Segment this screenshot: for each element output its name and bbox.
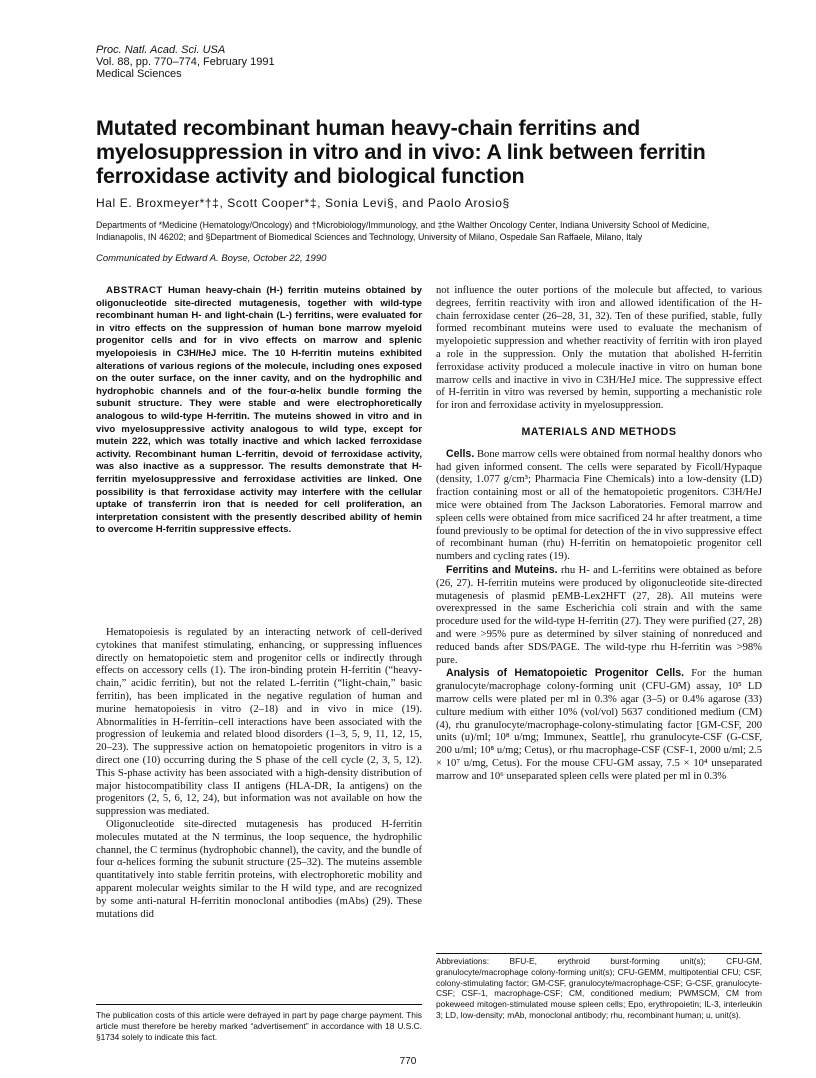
cells-heading: Cells. [446, 447, 475, 460]
ferritins-text: rhu H- and L-ferritins were obtained as before (26, 27). H-ferritin muteins were produced by oligonucleotide site-directed mutagenesis of plasmid pEMB-Lex2HFT (27, 28). All muteins were overexpressed in the same Escherichia coli strain and with the same procedure used for the wild-type H-ferritin (27). They were purified (27, 28) and were >95% pure as determined by silver staining of nonreduced and reduced bands after SDS/PAGE. The wild-type rhu H-ferritin was >98% pure. [436, 564, 762, 666]
abstract-label: ABSTRACT [106, 285, 163, 296]
footnote: The publication costs of this article were defrayed in part by page charge payment. This article must therefore be hereby marked “advertisement” in accordance with 18 U.S.C. §1734 solely to indicate this fact. [96, 1010, 422, 1042]
abbreviations-divider [436, 953, 762, 954]
intro-continuation: not influence the outer portions of the molecule but affected, to various degrees, ferritin reactivity with iron and allowed identification of the H-chain ferroxidase center (26–28, 31, 32). Ten of these purified, stable, fully formed recombinant muteins were used to evaluate the mechanism of myelopoietic suppression and whether reactivity of ferritin with iron played a role in the suppression. Only the mutation that abolished H-ferritin ferroxidase activity produced a molecule inactive in vitro on human bone marrow cells and inactive in vivo in C3H/HeJ mice. The suppressive effect of H-ferritin in vitro was reversed by hemin, supporting a mechanistic role for iron and ferroxidase activity in myelosuppression. [436, 285, 762, 412]
methods-heading: MATERIALS AND METHODS [521, 425, 677, 438]
author-list: Hal E. Broxmeyer*†‡, Scott Cooper*‡, Sonia Levi§, and Paolo Arosio§ [96, 196, 510, 210]
ferritins-heading: Ferritins and Muteins. [446, 563, 558, 576]
footnote-divider [96, 1004, 422, 1005]
intro-paragraph: Oligonucleotide site-directed mutagenesis has produced H-ferritin molecules mutated at the N terminus, the loop sequence, the hydrophilic channel, the C terminus (hydrophobic channel), the cavity, and the bundle of four α-helices forming the subunit structure (25–32). The muteins assemble quantitatively into stable ferritin proteins, with electrophoretic mobility and apparent molecular weights similar to the H wild type, and are recognized by some anti-natural H-ferritin monoclonal antibodies (mAbs) (29). These mutations did [96, 818, 422, 920]
ferritins-paragraph [436, 564, 762, 667]
intro-paragraph: Hematopoiesis is regulated by an interacting network of cell-derived cytokines that manifest stimulating, enhancing, or suppressing influences directly on hematopoietic stem and progenitor cells or indirectly through effects on accessory cells (1). The iron-binding protein H-ferritin (“heavy-chain,” acidic ferritin), but not the related L-ferritin (“light-chain,” basic ferritin), has been implicated in the negative regulation of human and murine hematopoiesis in vitro (2–18) and in vivo in mice (19). Abnormalities in H-ferritin–cell interactions have been associated with the progression of leukemia and related blood disorders (1–3, 5, 9, 11, 12, 15, 20–23). The suppressive action on hematopoietic progenitors in vitro is a direct one (10) occurring during the S phase of the cell cycle (2, 3, 5, 12). This S-phase activity has been associated with a high-density distribution of major histocompatibility class II antigens (HLA-DR, Ia antigens) on the progenitors (2, 5, 6, 12, 24), but information was not available on how the suppression was mediated. [96, 627, 422, 818]
abstract-text: Human heavy-chain (H-) ferritin muteins obtained by oligonucleotide site-directed mutagenesis, together with wild-type recombinant human H- and light-chain (L-) ferritins, were evaluated for in vitro effects on the suppression of human bone marrow myeloid progenitor cells and for in vivo effects on marrow and splenic myelopoiesis in C3H/HeJ mice. The 10 H-ferritin muteins exhibited alterations of various regions of the molecule, including ones exposed on the outer surface, on the inner cavity, and on the hydrophilic and hydrophobic channels and of the four-α-helix bundle forming the subunit structure. They were stable and were electrophoretically analogous to wild-type H-ferritin. The muteins showed in vitro and in vivo myelosuppressive activity analogous to wild type, except for mutein 222, which was totally inactive and which lacked ferroxidase activity. Recombinant human L-ferritin, devoid of ferroxidase activity, was also inactive as a suppressor. The results demonstrate that H-ferritin myelosuppressive and ferroxidase activities are linked. One possibility is that ferroxidase activity may interfere with the cellular uptake of transferrin iron that is needed for cell proliferation, an interpretation consistent with the presently described ability of hemin to overcome H-ferritin suppressive effects. [96, 285, 422, 536]
abbreviations: Abbreviations: BFU-E, erythroid burst-forming unit(s); CFU-GM, granulocyte/macrophage colony-forming unit(s); CFU-GEMM, multipotential CFU; CSF, colony-stimulating factor; GM-CSF, granulocyte/macrophage-CSF; G-CSF, granulocyte-CSF; CSF-1, macrophage-CSF; CM, conditioned medium; PWMSCM, CM from pokeweed mitogen-stimulated mouse spleen cells; Epo, erythropoietin; IL-3, interleukin 3; LD, low-density; mAb, monoclonal antibody; rhu, recombinant human; u, unit(s). [436, 956, 762, 1020]
analysis-paragraph [436, 667, 762, 783]
communicated-by: Communicated by Edward A. Boyse, October 22, 1990 [96, 253, 327, 264]
analysis-text: For the human granulocyte/macrophage colony-forming unit (CFU-GM) assay, 10⁵ LD marrow cells were plated per ml in 0.3% agar (3–5) or 0.4% agarose (33) culture medium with either 10% (vol/vol) 5637 conditioned medium (CM) (4), rhu granulocyte/macrophage-colony-stimulating factor [GM-CSF, 200 units (u)/ml; 10⁸ u/mg; Immunex, Seattle], rhu granulocyte-CSF (G-CSF, 200 u/ml; 10⁸ u/mg; Cetus), or rhu macrophage-CSF (CSF-1, 2000 u/ml; 2.5 × 10⁷ u/mg, Cetus). For the mouse CFU-GM assay, 7.5 × 10⁴ unseparated marrow and 10⁶ unseparated spleen cells were plated per ml in 0.3% [436, 668, 762, 782]
page-number: 770 [399, 1056, 417, 1067]
introduction [96, 627, 422, 921]
journal-volume: Vol. 88, pp. 770–774, February 1991 [96, 56, 275, 68]
right-column [436, 285, 762, 783]
affiliation: Departments of *Medicine (Hematology/Oncology) and †Microbiology/Immunology, and ‡the Walther Oncology Center, Indiana University School of Medicine, Indianapolis, IN 46202; and §Department of Biomedical Sciences and Technology, University of Milano, Ospedale San Raffaele, Milano, Italy [96, 220, 710, 242]
abstract [96, 285, 422, 537]
article-title: Mutated recombinant human heavy-chain ferritins and myelosuppression in vitro and in vivo: A link between ferritin ferroxidase activity and biological function [96, 116, 706, 188]
analysis-heading: Analysis of Hematopoietic Progenitor Cells. [446, 667, 685, 680]
cells-text: Bone marrow cells were obtained from normal healthy donors who had given informed consent. The cells were separated by Ficoll/Hypaque (density, 1.077 g/cm³; Pharmacia Fine Chemicals) into a low-density (LD) fraction containing most or all of the hematopoietic progenitors. C3H/HeJ mice were obtained from The Jackson Laboratories. Femoral marrow and spleen cells were obtained from mice sacrificed 24 hr after treatment, a time found previously to be optimal for detection of the in vivo suppressive effect of recombinant human (rhu) H-ferritin on hematopoietic progenitor cell numbers and cycling rates (19). [436, 448, 762, 563]
journal-section: Medical Sciences [96, 68, 182, 80]
cells-paragraph [436, 448, 762, 564]
journal-name: Proc. Natl. Acad. Sci. USA [96, 44, 226, 56]
